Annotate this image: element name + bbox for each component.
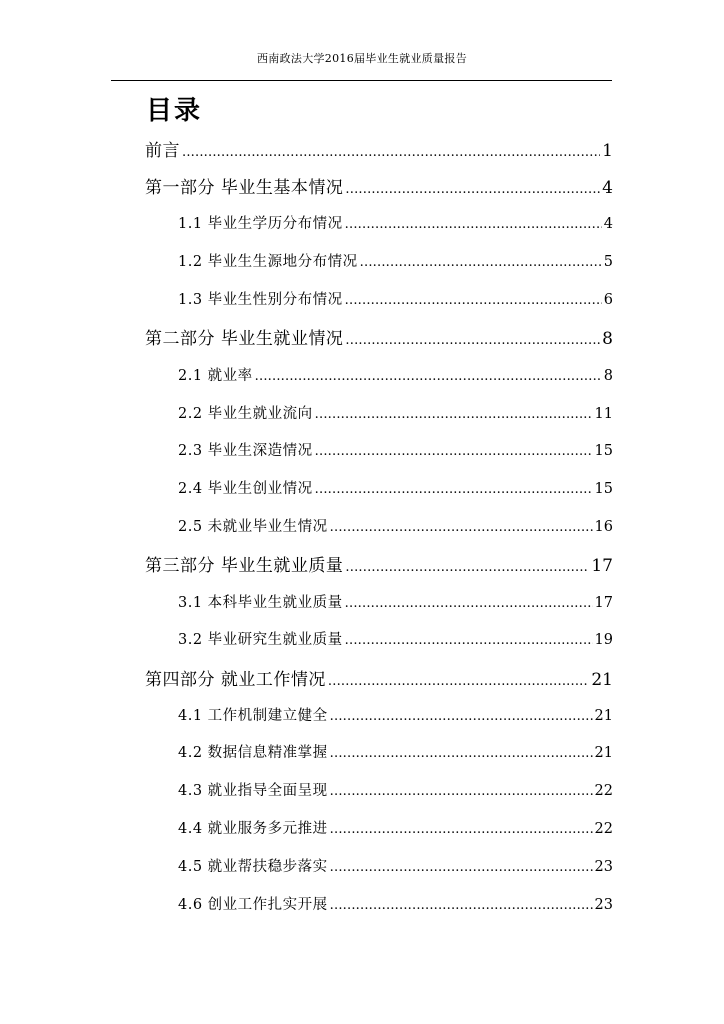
toc-entry[interactable] xyxy=(178,439,613,460)
toc-entry-page: 8 xyxy=(603,368,613,384)
toc-entry[interactable] xyxy=(178,628,613,649)
toc-leader-dots xyxy=(315,443,593,459)
toc-leader-dots xyxy=(330,859,593,875)
toc-leader-dots xyxy=(330,783,593,799)
toc-leader-dots xyxy=(315,481,593,497)
toc-entry[interactable] xyxy=(178,779,613,800)
toc-entry-page: 19 xyxy=(594,632,613,648)
toc-entry-label: 2.4 毕业生创业情况 xyxy=(178,481,313,497)
toc-entry-label: 4.2 数据信息精准掌握 xyxy=(178,745,328,761)
toc-leader-dots xyxy=(330,519,593,535)
toc-title: 目录 xyxy=(146,96,203,126)
toc-leader-dots xyxy=(345,329,600,349)
toc-entry-page: 15 xyxy=(594,481,613,497)
toc-entry-page: 16 xyxy=(594,519,613,535)
toc-entry-label: 1.1 毕业生学历分布情况 xyxy=(178,216,343,232)
toc-leader-dots xyxy=(328,670,589,690)
toc-entry-label: 4.5 就业帮扶稳步落实 xyxy=(178,859,328,875)
toc-entry-page: 22 xyxy=(594,783,613,799)
toc-entry-label: 第一部分 毕业生基本情况 xyxy=(145,178,344,198)
toc-leader-dots xyxy=(360,254,602,270)
toc-entry[interactable] xyxy=(178,212,613,233)
toc-leader-dots xyxy=(345,292,602,308)
toc-entry[interactable] xyxy=(178,288,613,309)
toc-leader-dots xyxy=(315,406,593,422)
running-header: 西南政法大学2016届毕业生就业质量报告 xyxy=(257,52,467,65)
toc-entry-label: 2.5 未就业毕业生情况 xyxy=(178,519,328,535)
toc-entry-page: 17 xyxy=(594,595,613,611)
toc-entry-label: 前言 xyxy=(145,141,180,161)
toc-entry-page: 15 xyxy=(594,443,613,459)
toc-entry-page: 4 xyxy=(602,178,613,198)
toc-entry-label: 2.2 毕业生就业流向 xyxy=(178,406,313,422)
toc-leader-dots xyxy=(330,708,593,724)
toc-leader-dots xyxy=(255,368,602,384)
toc-entry[interactable] xyxy=(145,173,613,198)
toc-entry-page: 23 xyxy=(594,897,613,913)
toc-leader-dots xyxy=(182,141,600,161)
toc-leader-dots xyxy=(330,745,593,761)
toc-leader-dots xyxy=(330,897,593,913)
toc-leader-dots xyxy=(330,821,593,837)
toc-entry[interactable] xyxy=(145,551,613,576)
toc-entry[interactable] xyxy=(178,515,613,536)
toc-entry-page: 17 xyxy=(591,556,613,576)
toc-entry-label: 第三部分 毕业生就业质量 xyxy=(145,556,344,576)
toc-entry[interactable] xyxy=(178,741,613,762)
toc-entry-label: 2.3 毕业生深造情况 xyxy=(178,443,313,459)
toc-entry-page: 23 xyxy=(594,859,613,875)
toc-entry[interactable] xyxy=(178,704,613,725)
toc-entry-page: 8 xyxy=(602,329,613,349)
toc-entry-label: 4.4 就业服务多元推进 xyxy=(178,821,328,837)
toc-entry-page: 22 xyxy=(594,821,613,837)
toc-entry-label: 4.1 工作机制建立健全 xyxy=(178,708,328,724)
toc-leader-dots xyxy=(345,632,593,648)
toc-entry[interactable] xyxy=(178,893,613,914)
toc-entry[interactable] xyxy=(178,477,613,498)
toc-entry-label: 第四部分 就业工作情况 xyxy=(145,670,326,690)
toc-entry-label: 3.1 本科毕业生就业质量 xyxy=(178,595,343,611)
toc-entry-page: 21 xyxy=(594,708,613,724)
toc-entry-label: 4.6 创业工作扎实开展 xyxy=(178,897,328,913)
toc-entry-page: 6 xyxy=(603,292,613,308)
toc-entry-label: 4.3 就业指导全面呈现 xyxy=(178,783,328,799)
toc-entry[interactable] xyxy=(178,855,613,876)
toc-entry[interactable] xyxy=(178,402,613,423)
toc-entry-page: 21 xyxy=(594,745,613,761)
toc-entry[interactable] xyxy=(145,665,613,690)
toc-leader-dots xyxy=(345,595,593,611)
toc-entry-page: 5 xyxy=(603,254,613,270)
toc-entry-page: 4 xyxy=(603,216,613,232)
toc-leader-dots xyxy=(345,556,589,576)
toc-entry-label: 3.2 毕业研究生就业质量 xyxy=(178,632,343,648)
toc-entry-label: 2.1 就业率 xyxy=(178,368,253,384)
toc-entry[interactable] xyxy=(145,324,613,349)
toc-entry-label: 第二部分 毕业生就业情况 xyxy=(145,329,344,349)
toc-entry[interactable] xyxy=(178,591,613,612)
toc-entry[interactable] xyxy=(178,364,613,385)
toc-entry-page: 11 xyxy=(594,406,613,422)
toc-entry-page: 21 xyxy=(591,670,613,690)
toc-entry[interactable] xyxy=(145,136,613,161)
toc-entry[interactable] xyxy=(178,817,613,838)
toc-leader-dots xyxy=(345,216,602,232)
toc-entry-label: 1.2 毕业生生源地分布情况 xyxy=(178,254,358,270)
toc-leader-dots xyxy=(345,178,600,198)
toc-entry[interactable] xyxy=(178,250,613,271)
toc-entry-label: 1.3 毕业生性别分布情况 xyxy=(178,292,343,308)
toc-entry-page: 1 xyxy=(602,141,613,161)
